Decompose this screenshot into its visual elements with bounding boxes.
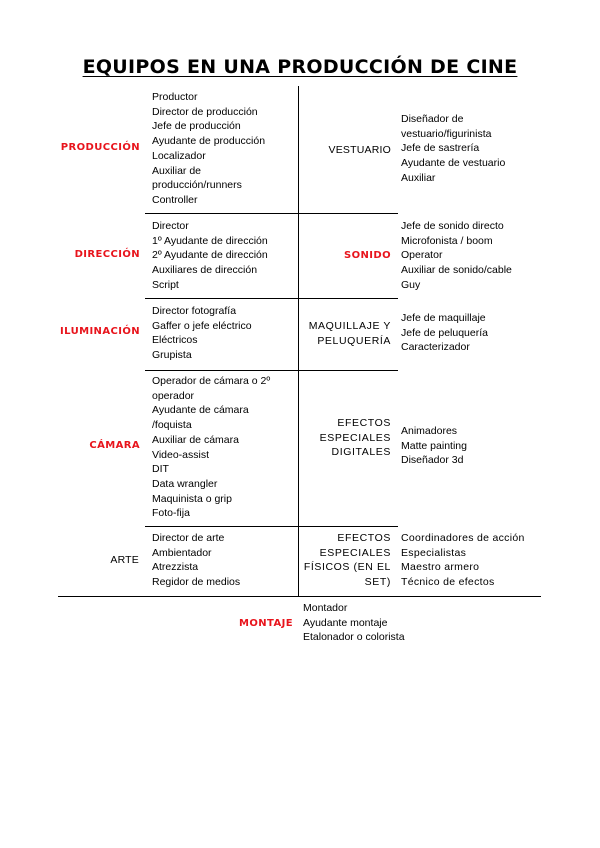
- dept-label-sonido: SONIDO: [344, 250, 391, 261]
- list-item: producción/runners: [152, 179, 242, 192]
- list-item: Director de producción: [152, 105, 258, 118]
- list-item: Microfonista / boom: [401, 234, 493, 247]
- list-item: Foto-fija: [152, 507, 190, 520]
- center-divider: [298, 86, 299, 596]
- list-item: Animadores: [401, 425, 458, 437]
- list-item: Ayudante de producción: [152, 135, 266, 148]
- row-divider: [145, 298, 298, 299]
- list-item: Grupista: [152, 349, 192, 362]
- list-item: Montador: [303, 602, 348, 614]
- list-item: Atrezzista: [152, 561, 199, 574]
- list-item: Regidor de medios: [152, 576, 241, 589]
- list-item: Guy: [401, 278, 421, 291]
- row-divider: [145, 370, 298, 371]
- dept-label-iluminacion: ILUMINACIÓN: [60, 326, 140, 337]
- list-item: Ayudante de cámara: [152, 404, 249, 417]
- list-item: Jefe de sonido directo: [401, 220, 504, 232]
- list-item: Etalonador o colorista: [303, 631, 405, 644]
- row-divider: [145, 213, 298, 214]
- list-item: Productor: [152, 91, 198, 103]
- list-item: Matte painting: [401, 439, 467, 452]
- list-item: vestuario/figurinista: [401, 127, 492, 140]
- bottom-divider: [58, 596, 541, 597]
- list-item: Director fotografía: [152, 305, 237, 317]
- label-line: EFECTOS: [337, 532, 391, 544]
- list-produccion: [152, 90, 265, 208]
- list-item: Script: [152, 278, 179, 291]
- dept-label-direccion: DIRECCIÓN: [74, 249, 140, 260]
- row-divider: [298, 526, 398, 527]
- list-item: Jefe de producción: [152, 120, 241, 133]
- label-line: FÍSICOS (EN EL: [303, 561, 391, 574]
- label-line: MAQUILLAJE Y: [308, 320, 391, 332]
- dept-label-produccion: PRODUCCIÓN: [60, 142, 140, 153]
- label-line: SET): [364, 576, 391, 589]
- list-item: Jefe de maquillaje: [401, 312, 486, 324]
- list-item: Diseñador 3d: [401, 454, 464, 467]
- label-line: DIGITALES: [331, 446, 391, 459]
- list-item: Director: [152, 220, 189, 232]
- list-item: Maquinista o grip: [152, 492, 232, 505]
- list-item: Ayudante montaje: [303, 616, 388, 629]
- list-item: Video-assist: [152, 448, 210, 461]
- dept-label-camara: CÁMARA: [89, 440, 140, 451]
- dept-label-efectos-fisicos: [304, 531, 391, 590]
- label-line: EFECTOS: [337, 417, 391, 429]
- dept-label-arte: ARTE: [110, 554, 139, 566]
- list-item: Controller: [152, 193, 198, 206]
- list-item: 2º Ayudante de dirección: [152, 249, 268, 262]
- list-item: Localizador: [152, 149, 206, 162]
- list-efectos-fisicos: [401, 531, 525, 590]
- list-item: Ambientador: [152, 546, 212, 559]
- list-vestuario: [401, 112, 505, 186]
- dept-label-maquillaje: [309, 319, 391, 348]
- list-item: 1º Ayudante de dirección: [152, 234, 268, 247]
- list-item: Jefe de peluquería: [401, 326, 488, 339]
- list-item: /foquista: [152, 419, 192, 432]
- dept-label-efectos-digitales: [320, 416, 391, 460]
- label-line: PELUQUERÍA: [317, 334, 391, 347]
- list-item: Caracterizador: [401, 341, 470, 354]
- list-iluminacion: [152, 304, 252, 363]
- list-sonido: [401, 219, 512, 293]
- list-item: operador: [152, 389, 195, 402]
- list-efectos-digitales: [401, 424, 467, 468]
- list-item: Director de arte: [152, 532, 225, 544]
- list-item: Auxiliar de sonido/cable: [401, 264, 512, 277]
- list-item: Ayudante de vestuario: [401, 157, 506, 170]
- label-line: ESPECIALES: [319, 431, 391, 444]
- list-item: Auxiliar: [401, 171, 436, 184]
- list-item: Operator: [401, 249, 443, 262]
- list-item: Técnico de efectos: [401, 576, 495, 589]
- row-divider: [298, 213, 398, 214]
- list-item: Auxiliares de dirección: [152, 264, 258, 277]
- list-item: Especialistas: [401, 546, 467, 559]
- list-item: Maestro armero: [401, 561, 480, 574]
- list-item: Eléctricos: [152, 334, 198, 347]
- dept-label-montaje: MONTAJE: [239, 618, 293, 629]
- list-camara: [152, 374, 270, 521]
- list-arte: [152, 531, 240, 590]
- list-item: Diseñador de: [401, 113, 464, 125]
- row-divider: [298, 370, 398, 371]
- list-item: Coordinadores de acción: [401, 532, 525, 544]
- label-line: ESPECIALES: [319, 546, 391, 559]
- list-item: Auxiliar de: [152, 164, 202, 177]
- list-item: Data wrangler: [152, 477, 218, 490]
- row-divider: [298, 298, 398, 299]
- page-title: EQUIPOS EN UNA PRODUCCIÓN DE CINE: [82, 56, 518, 78]
- list-item: Gaffer o jefe eléctrico: [152, 319, 252, 332]
- row-divider: [145, 526, 298, 527]
- list-item: Auxiliar de cámara: [152, 433, 239, 446]
- dept-label-vestuario: VESTUARIO: [328, 144, 391, 156]
- list-maquillaje: [401, 311, 488, 355]
- list-item: DIT: [152, 463, 169, 476]
- list-item: Operador de cámara o 2º: [152, 375, 271, 387]
- list-direccion: [152, 219, 268, 293]
- list-item: Jefe de sastrería: [401, 142, 480, 155]
- list-montaje: [303, 601, 405, 645]
